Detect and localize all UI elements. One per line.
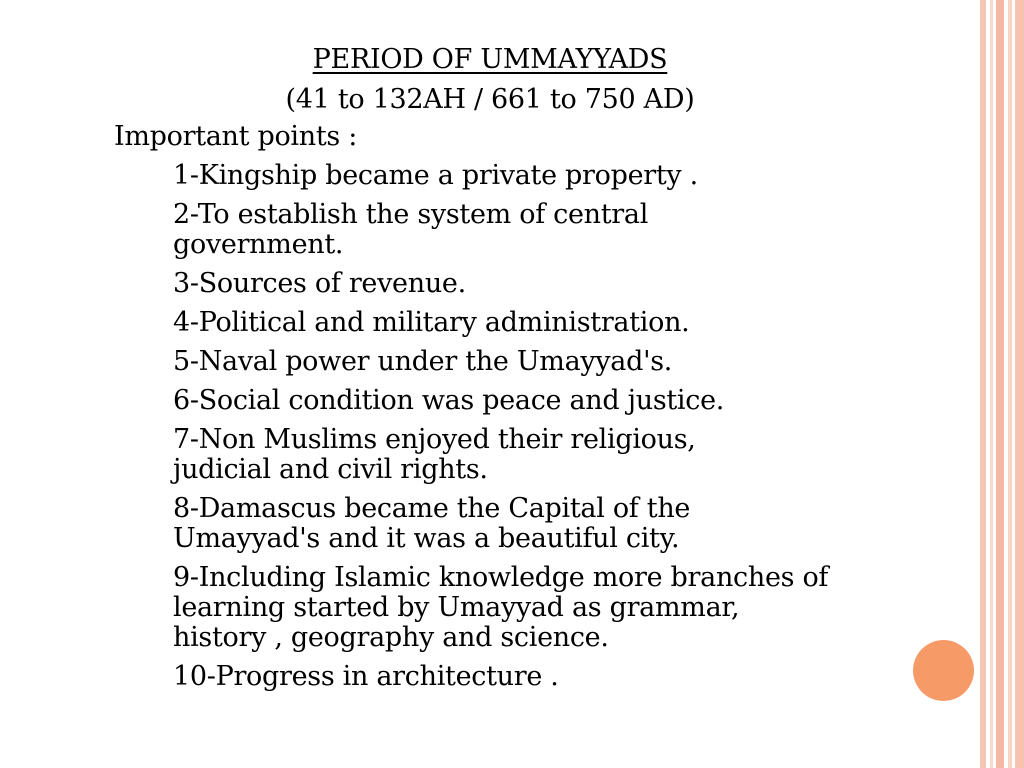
points-list: [173, 161, 893, 701]
border-stripe: [990, 0, 993, 768]
list-item: 3-Sources of revenue.: [173, 268, 466, 299]
slide-subtitle: (41 to 132AH / 661 to 750 AD): [285, 84, 695, 115]
list-item: 9-Including Islamic knowledge more branches of learning started by Umayyad as grammar, history , geography and science.: [173, 562, 829, 653]
list-item: 5-Naval power under the Umayyad's.: [173, 346, 673, 377]
list-item: 2-To establish the system of central government.: [173, 199, 649, 260]
list-item: 10-Progress in architecture .: [173, 661, 559, 692]
decorative-circle-icon: [913, 640, 974, 701]
slide-title: [0, 44, 980, 76]
border-stripe: [996, 0, 1004, 768]
list-item: 8-Damascus became the Capital of the Umayyad's and it was a beautiful city.: [173, 493, 691, 554]
border-stripe: [980, 0, 986, 768]
border-stripe: [1008, 0, 1012, 768]
list-item: 7-Non Muslims enjoyed their religious, judicial and civil rights.: [173, 424, 696, 485]
border-stripe: [1015, 0, 1024, 768]
list-item: 4-Political and military administration.: [173, 307, 690, 338]
slide-title-text: PERIOD OF UMMAYYADS: [312, 44, 668, 75]
list-item: 1-Kingship became a private property .: [173, 160, 698, 191]
list-item: 6-Social condition was peace and justice.: [173, 385, 725, 416]
section-heading: Important points :: [114, 121, 358, 152]
